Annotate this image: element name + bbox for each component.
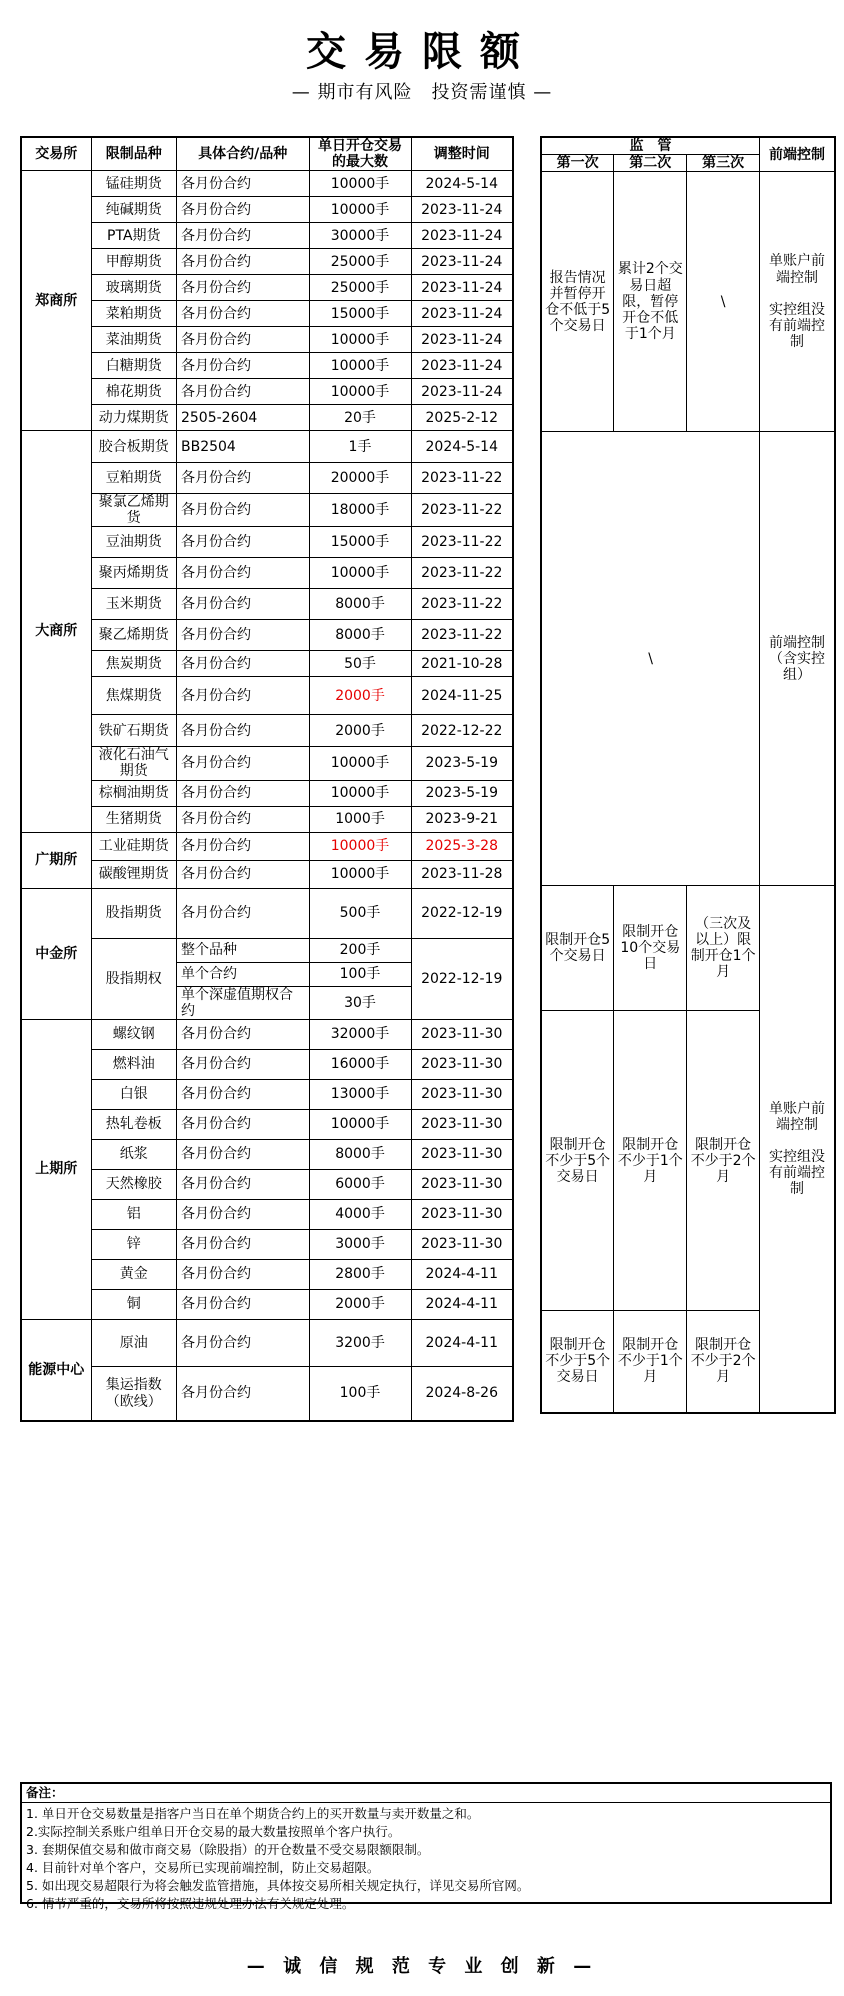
supervision-first-ine: 限制开仓不少于5个交易日 <box>541 1311 614 1413</box>
table-row <box>21 249 513 275</box>
table-row <box>21 431 513 463</box>
max-qty-cell: 10000手 <box>309 353 411 379</box>
header-max-qty: 单日开仓交易的最大数 <box>309 137 411 171</box>
adjust-date-cell: 2022-12-19 <box>411 888 513 938</box>
adjust-date-cell: 2023-9-21 <box>411 806 513 832</box>
contract-cell: 各月份合约 <box>176 379 309 405</box>
max-qty-cell: 10000手 <box>309 832 411 860</box>
table-row <box>21 197 513 223</box>
frontend-dce-gfex: 前端控制（含实控组） <box>760 432 835 886</box>
max-qty-cell: 1000手 <box>309 806 411 832</box>
product-cell: 棕榈油期货 <box>91 780 176 806</box>
max-qty-cell: 25000手 <box>309 249 411 275</box>
product-cell: 焦煤期货 <box>91 677 176 715</box>
max-qty-cell: 100手 <box>309 1366 411 1421</box>
contract-cell: 各月份合约 <box>176 327 309 353</box>
max-qty-cell: 10000手 <box>309 171 411 197</box>
notes-heading: 备注： <box>22 1784 830 1803</box>
table-row <box>21 1109 513 1139</box>
product-cell: 聚丙烯期货 <box>91 558 176 589</box>
contract-cell: 各月份合约 <box>176 197 309 223</box>
adjust-date-cell: 2022-12-22 <box>411 715 513 747</box>
max-qty-cell: 20000手 <box>309 463 411 494</box>
product-cell: 铁矿石期货 <box>91 715 176 747</box>
contract-cell: 各月份合约 <box>176 1079 309 1109</box>
product-cell: 集运指数（欧线） <box>91 1366 176 1421</box>
max-qty-cell: 10000手 <box>309 780 411 806</box>
product-cell: 菜粕期货 <box>91 301 176 327</box>
max-qty-cell: 25000手 <box>309 275 411 301</box>
exchange-cffex: 中金所 <box>21 888 91 1019</box>
table-row <box>21 1139 513 1169</box>
product-cell: 锌 <box>91 1229 176 1259</box>
contract-cell: 各月份合约 <box>176 1229 309 1259</box>
table-row <box>21 379 513 405</box>
contract-cell: 各月份合约 <box>176 747 309 780</box>
max-qty-cell: 8000手 <box>309 589 411 620</box>
table-row <box>21 301 513 327</box>
table-row <box>541 886 835 1011</box>
product-cell: 锰硅期货 <box>91 171 176 197</box>
adjust-date-cell: 2024-4-11 <box>411 1259 513 1289</box>
contract-cell: 各月份合约 <box>176 860 309 888</box>
table-row <box>21 1019 513 1049</box>
table-row <box>21 860 513 888</box>
product-cell: 股指期货 <box>91 888 176 938</box>
header-first: 第一次 <box>541 155 614 172</box>
product-cell: 纯碱期货 <box>91 197 176 223</box>
adjust-date-cell: 2023-11-30 <box>411 1079 513 1109</box>
max-qty-cell: 2800手 <box>309 1259 411 1289</box>
adjust-date-cell: 2024-5-14 <box>411 431 513 463</box>
supervision-first-zce: 报告情况并暂停开仓不低于5个交易日 <box>541 172 614 432</box>
supervision-first-shfe: 限制开仓不少于5个交易日 <box>541 1011 614 1311</box>
contract-cell: 各月份合约 <box>176 463 309 494</box>
max-qty-cell: 10000手 <box>309 558 411 589</box>
max-qty-cell: 10000手 <box>309 379 411 405</box>
table-row <box>541 432 835 886</box>
supervision-third-zce: \ <box>687 172 760 432</box>
contract-cell: 各月份合约 <box>176 1109 309 1139</box>
adjust-date-cell: 2023-11-30 <box>411 1169 513 1199</box>
product-cell: 白银 <box>91 1079 176 1109</box>
product-cell: 玉米期货 <box>91 589 176 620</box>
table-row <box>21 888 513 938</box>
adjust-date-cell: 2023-5-19 <box>411 747 513 780</box>
table-row <box>21 1169 513 1199</box>
adjust-date-cell: 2023-11-30 <box>411 1199 513 1229</box>
product-cell: PTA期货 <box>91 223 176 249</box>
page-subtitle: — 期市有风险 投资需谨慎 — <box>291 82 553 103</box>
adjust-date-cell: 2023-11-24 <box>411 223 513 249</box>
max-qty-cell: 15000手 <box>309 527 411 558</box>
table-row <box>21 1229 513 1259</box>
max-qty-cell: 20手 <box>309 405 411 431</box>
product-cell: 纸浆 <box>91 1139 176 1169</box>
exchange-shfe: 上期所 <box>21 1019 91 1319</box>
note-item: 5. 如出现交易超限行为将会触发监管措施，具体按交易所相关规定执行，详见交易所官网。 <box>26 1878 530 1893</box>
table-row <box>21 651 513 677</box>
max-qty-cell: 200手 <box>309 938 411 962</box>
table-row <box>21 275 513 301</box>
contract-cell: BB2504 <box>176 431 309 463</box>
adjust-date-cell: 2023-11-30 <box>411 1139 513 1169</box>
footer-slogan: — 诚 信 规 范 专 业 创 新 — <box>246 1956 598 1977</box>
max-qty-cell: 8000手 <box>309 1139 411 1169</box>
max-qty-cell: 2000手 <box>309 677 411 715</box>
exchange-ine: 能源中心 <box>21 1319 91 1421</box>
adjust-date-cell: 2024-8-26 <box>411 1366 513 1421</box>
product-cell: 菜油期货 <box>91 327 176 353</box>
adjust-date-cell: 2023-11-24 <box>411 275 513 301</box>
adjust-date-cell: 2023-11-22 <box>411 620 513 651</box>
max-qty-cell: 10000手 <box>309 860 411 888</box>
contract-cell: 各月份合约 <box>176 589 309 620</box>
header-product: 限制品种 <box>91 137 176 171</box>
contract-cell: 各月份合约 <box>176 620 309 651</box>
max-qty-cell: 2000手 <box>309 1289 411 1319</box>
table-row <box>21 938 513 962</box>
table-row <box>21 620 513 651</box>
contract-cell: 各月份合约 <box>176 171 309 197</box>
max-qty-cell: 8000手 <box>309 620 411 651</box>
table-row <box>21 494 513 527</box>
max-qty-cell: 1手 <box>309 431 411 463</box>
note-item: 3. 套期保值交易和做市商交易（除股指）的开仓数量不受交易限额限制。 <box>26 1842 430 1857</box>
max-qty-cell: 3000手 <box>309 1229 411 1259</box>
frontend-zce: 单账户前端控制 实控组没有前端控制 <box>760 172 835 432</box>
adjust-date-cell: 2023-11-22 <box>411 463 513 494</box>
product-cell: 铝 <box>91 1199 176 1229</box>
table-row <box>21 677 513 715</box>
table-row <box>21 353 513 379</box>
max-qty-cell: 4000手 <box>309 1199 411 1229</box>
adjust-date-cell: 2025-2-12 <box>411 405 513 431</box>
max-qty-cell: 16000手 <box>309 1049 411 1079</box>
contract-cell: 各月份合约 <box>176 353 309 379</box>
adjust-date-cell: 2023-11-28 <box>411 860 513 888</box>
adjust-date-cell: 2023-11-24 <box>411 249 513 275</box>
adjust-date-cell: 2023-11-22 <box>411 527 513 558</box>
note-item: 6. 情节严重的，交易所将按照违规处理办法有关规定处理。 <box>26 1896 355 1911</box>
contract-cell: 各月份合约 <box>176 494 309 527</box>
adjust-date-cell: 2023-11-24 <box>411 301 513 327</box>
supervision-dce-gfex: \ <box>541 432 760 886</box>
contract-cell: 各月份合约 <box>176 677 309 715</box>
max-qty-cell: 15000手 <box>309 301 411 327</box>
contract-cell: 各月份合约 <box>176 1169 309 1199</box>
contract-cell: 各月份合约 <box>176 715 309 747</box>
max-qty-cell: 10000手 <box>309 1109 411 1139</box>
contract-cell: 单个深虚值期权合约 <box>176 986 309 1019</box>
product-cell: 聚乙烯期货 <box>91 620 176 651</box>
product-cell: 工业硅期货 <box>91 832 176 860</box>
contract-cell: 各月份合约 <box>176 527 309 558</box>
table-row <box>21 589 513 620</box>
header-contract: 具体合约/品种 <box>176 137 309 171</box>
supervision-second-cffex: 限制开仓10个交易日 <box>614 886 687 1011</box>
adjust-date-cell: 2023-5-19 <box>411 780 513 806</box>
product-cell: 甲醇期货 <box>91 249 176 275</box>
adjust-date-cell: 2023-11-22 <box>411 558 513 589</box>
adjust-date-cell: 2024-4-11 <box>411 1319 513 1366</box>
contract-cell: 各月份合约 <box>176 249 309 275</box>
table-row <box>21 405 513 431</box>
contract-cell: 单个合约 <box>176 962 309 986</box>
contract-cell: 整个品种 <box>176 938 309 962</box>
table-row <box>21 1366 513 1421</box>
product-cell: 豆粕期货 <box>91 463 176 494</box>
max-qty-cell: 2000手 <box>309 715 411 747</box>
table-row <box>21 1079 513 1109</box>
max-qty-cell: 3200手 <box>309 1319 411 1366</box>
max-qty-cell: 10000手 <box>309 197 411 223</box>
max-qty-cell: 30手 <box>309 986 411 1019</box>
max-qty-cell: 50手 <box>309 651 411 677</box>
adjust-date-cell: 2023-11-22 <box>411 494 513 527</box>
exchange-dce: 大商所 <box>21 431 91 832</box>
product-cell: 黄金 <box>91 1259 176 1289</box>
adjust-date-cell: 2023-11-24 <box>411 379 513 405</box>
max-qty-cell: 18000手 <box>309 494 411 527</box>
product-cell: 原油 <box>91 1319 176 1366</box>
notes-list <box>26 1805 826 1913</box>
max-qty-cell: 10000手 <box>309 747 411 780</box>
exchange-gfex: 广期所 <box>21 832 91 888</box>
adjust-date-cell: 2023-11-30 <box>411 1109 513 1139</box>
supervision-table <box>540 136 836 1414</box>
table-row <box>21 171 513 197</box>
adjust-date-cell: 2023-11-30 <box>411 1019 513 1049</box>
table-row <box>21 527 513 558</box>
adjust-date-cell: 2023-11-24 <box>411 197 513 223</box>
product-cell: 天然橡胶 <box>91 1169 176 1199</box>
contract-cell: 各月份合约 <box>176 1366 309 1421</box>
product-cell: 棉花期货 <box>91 379 176 405</box>
product-cell: 焦炭期货 <box>91 651 176 677</box>
adjust-date-cell: 2023-11-22 <box>411 589 513 620</box>
product-cell: 胶合板期货 <box>91 431 176 463</box>
header-supervision: 监 管 <box>541 137 760 155</box>
contract-cell: 各月份合约 <box>176 558 309 589</box>
max-qty-cell: 6000手 <box>309 1169 411 1199</box>
adjust-date-cell: 2024-5-14 <box>411 171 513 197</box>
contract-cell: 各月份合约 <box>176 651 309 677</box>
contract-cell: 2505-2604 <box>176 405 309 431</box>
table-row <box>541 137 835 155</box>
table-row <box>21 558 513 589</box>
note-item: 2.实际控制关系账户组单日开仓交易的最大数量按照单个客户执行。 <box>26 1824 401 1839</box>
header-second: 第二次 <box>614 155 687 172</box>
adjust-date-cell: 2024-11-25 <box>411 677 513 715</box>
product-cell: 液化石油气期货 <box>91 747 176 780</box>
note-item: 4. 目前针对单个客户，交易所已实现前端控制，防止交易超限。 <box>26 1860 380 1875</box>
supervision-second-shfe: 限制开仓不少于1个月 <box>614 1011 687 1311</box>
supervision-third-ine: 限制开仓不少于2个月 <box>687 1311 760 1413</box>
contract-cell: 各月份合约 <box>176 1199 309 1229</box>
max-qty-cell: 30000手 <box>309 223 411 249</box>
table-row <box>21 715 513 747</box>
table-row <box>21 1259 513 1289</box>
contract-cell: 各月份合约 <box>176 780 309 806</box>
product-cell: 豆油期货 <box>91 527 176 558</box>
adjust-date-cell: 2024-4-11 <box>411 1289 513 1319</box>
table-row <box>21 223 513 249</box>
table-row <box>541 172 835 432</box>
frontend-cffex-shfe-ine: 单账户前端控制 实控组没有前端控制 <box>760 886 835 1413</box>
limits-table <box>20 136 514 1422</box>
product-cell: 碳酸锂期货 <box>91 860 176 888</box>
table-row <box>21 137 513 171</box>
contract-cell: 各月份合约 <box>176 1049 309 1079</box>
product-cell: 股指期权 <box>91 938 176 1019</box>
exchange-zce: 郑商所 <box>21 171 91 431</box>
table-row <box>21 806 513 832</box>
table-row <box>21 1199 513 1229</box>
product-cell: 白糖期货 <box>91 353 176 379</box>
table-row <box>21 463 513 494</box>
adjust-date-cell: 2021-10-28 <box>411 651 513 677</box>
contract-cell: 各月份合约 <box>176 806 309 832</box>
note-item: 1. 单日开仓交易数量是指客户当日在单个期货合约上的买开数量与卖开数量之和。 <box>26 1806 480 1821</box>
product-cell: 铜 <box>91 1289 176 1319</box>
contract-cell: 各月份合约 <box>176 1139 309 1169</box>
contract-cell: 各月份合约 <box>176 1019 309 1049</box>
contract-cell: 各月份合约 <box>176 301 309 327</box>
max-qty-cell: 13000手 <box>309 1079 411 1109</box>
supervision-second-zce: 累计2个交易日超限，暂停开仓不低于1个月 <box>614 172 687 432</box>
contract-cell: 各月份合约 <box>176 223 309 249</box>
contract-cell: 各月份合约 <box>176 1259 309 1289</box>
contract-cell: 各月份合约 <box>176 888 309 938</box>
product-cell: 燃料油 <box>91 1049 176 1079</box>
product-cell: 螺纹钢 <box>91 1019 176 1049</box>
adjust-date-cell: 2022-12-19 <box>411 938 513 1019</box>
adjust-date-cell: 2025-3-28 <box>411 832 513 860</box>
contract-cell: 各月份合约 <box>176 832 309 860</box>
supervision-third-shfe: 限制开仓不少于2个月 <box>687 1011 760 1311</box>
contract-cell: 各月份合约 <box>176 1319 309 1366</box>
supervision-first-cffex: 限制开仓5个交易日 <box>541 886 614 1011</box>
page-title: 交易限额 <box>306 29 538 75</box>
table-row <box>21 1049 513 1079</box>
adjust-date-cell: 2023-11-30 <box>411 1049 513 1079</box>
max-qty-cell: 500手 <box>309 888 411 938</box>
contract-cell: 各月份合约 <box>176 1289 309 1319</box>
product-cell: 生猪期货 <box>91 806 176 832</box>
table-row <box>21 832 513 860</box>
table-row <box>21 780 513 806</box>
max-qty-cell: 10000手 <box>309 327 411 353</box>
contract-cell: 各月份合约 <box>176 275 309 301</box>
header-third: 第三次 <box>687 155 760 172</box>
adjust-date-cell: 2023-11-30 <box>411 1229 513 1259</box>
supervision-third-cffex: （三次及以上）限制开仓1个月 <box>687 886 760 1011</box>
adjust-date-cell: 2023-11-24 <box>411 353 513 379</box>
notes-box <box>20 1782 832 1911</box>
header-adjust-time: 调整时间 <box>411 137 513 171</box>
adjust-date-cell: 2023-11-24 <box>411 327 513 353</box>
product-cell: 动力煤期货 <box>91 405 176 431</box>
product-cell: 聚氯乙烯期货 <box>91 494 176 527</box>
header-frontend: 前端控制 <box>760 137 835 172</box>
table-row <box>21 747 513 780</box>
product-cell: 玻璃期货 <box>91 275 176 301</box>
table-row <box>21 1289 513 1319</box>
supervision-second-ine: 限制开仓不少于1个月 <box>614 1311 687 1413</box>
max-qty-cell: 32000手 <box>309 1019 411 1049</box>
header-exchange: 交易所 <box>21 137 91 171</box>
max-qty-cell: 100手 <box>309 962 411 986</box>
product-cell: 热轧卷板 <box>91 1109 176 1139</box>
table-row <box>21 1319 513 1366</box>
table-row <box>21 327 513 353</box>
